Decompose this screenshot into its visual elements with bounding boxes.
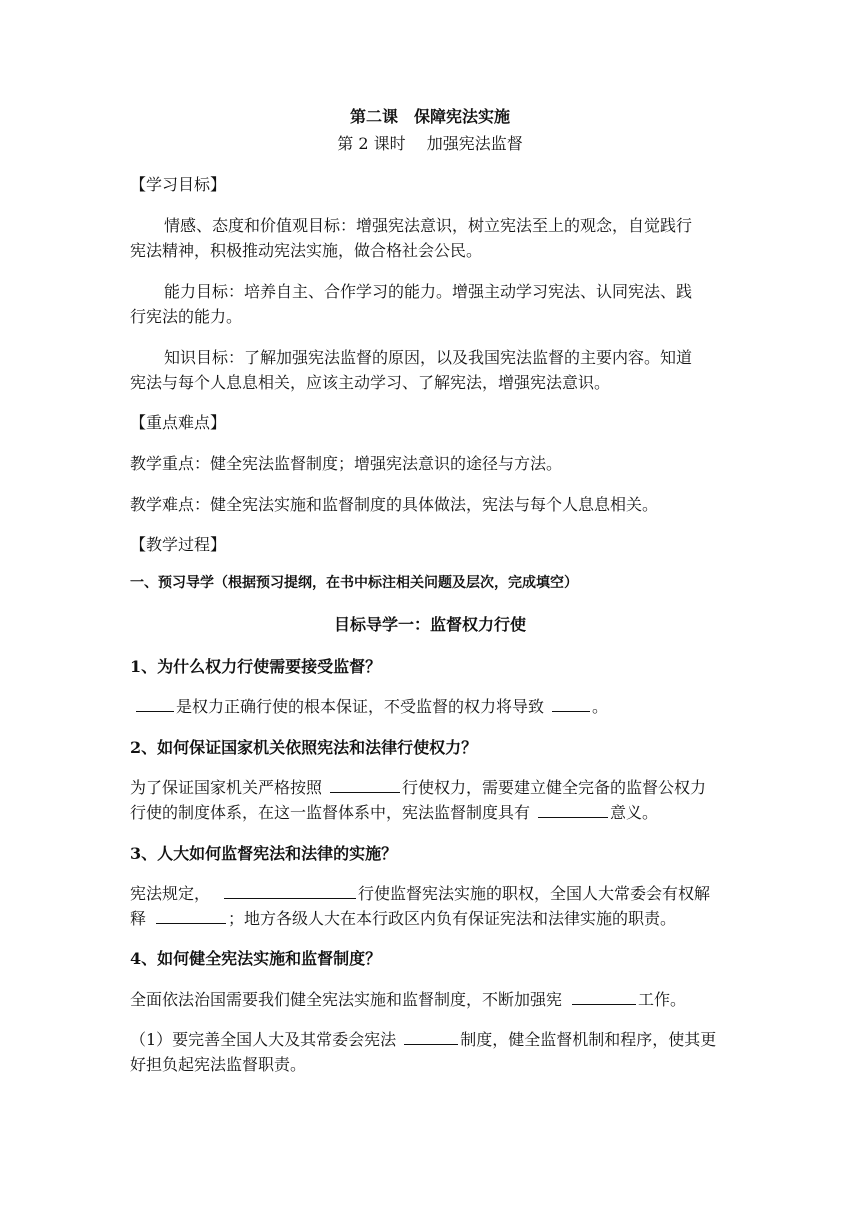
fill-blank[interactable] — [538, 803, 608, 818]
goal-ability-line1: 能力目标：培养自主、合作学习的能力。增强主动学习宪法、认同宪法、践 — [164, 282, 693, 301]
question-3-line1: 宪法规定， 行使监督宪法实施的职权，全国人大常委会有权解 — [130, 884, 711, 903]
preview-instruction: 一、预习导学（根据预习提纲，在书中标注相关问题及层次，完成填空） — [130, 575, 578, 591]
question-2-line1: 为了保证国家机关严格按照 行使权力，需要建立健全完备的监督公权力 — [130, 778, 707, 797]
question-4-line3: 好担负起宪法监督职责。 — [130, 1055, 307, 1074]
question-4-line1: 全面依法治国需要我们健全宪法实施和监督制度，不断加强宪 工作。 — [130, 990, 687, 1009]
fill-blank[interactable] — [404, 1030, 458, 1045]
goal-ability-line2: 行宪法的能力。 — [130, 307, 243, 326]
question-2-line2: 行使的制度体系，在这一监督体系中，宪法监督制度具有 意义。 — [130, 803, 659, 822]
learning-goals-heading: 【学习目标】 — [130, 175, 227, 194]
question-3-line2: 释 ；地方各级人大在本行政区内负有保证宪法和法律实施的职责。 — [130, 909, 677, 928]
question-4: 4、如何健全宪法实施和监督制度？ — [130, 949, 382, 968]
question-2: 2、如何保证国家机关依照宪法和法律行使权力？ — [130, 738, 478, 757]
fill-blank[interactable] — [156, 909, 226, 924]
fill-blank[interactable] — [136, 697, 174, 712]
goal-emotion-line1: 情感、态度和价值观目标：增强宪法意识，树立宪法至上的观念，自觉践行 — [164, 216, 693, 235]
goal-knowledge-line2: 宪法与每个人息息相关，应该主动学习、了解宪法，增强宪法意识。 — [130, 373, 611, 392]
question-3: 3、人大如何监督宪法和法律的实施？ — [130, 844, 398, 863]
lesson-title: 第二课 保障宪法实施 — [349, 107, 510, 126]
fill-blank[interactable] — [330, 778, 400, 793]
lesson-subtitle: 第 2 课时 加强宪法监督 — [337, 134, 523, 153]
key-points-heading: 【重点难点】 — [130, 413, 227, 432]
goal-emotion-line2: 宪法精神，积极推动宪法实施，做合格社会公民。 — [130, 241, 483, 260]
process-heading: 【教学过程】 — [130, 535, 227, 554]
question-4-line2: （1）要完善全国人大及其常委会宪法 制度，健全监督机制和程序，使其更 — [130, 1030, 717, 1049]
question-1: 1、为什么权力行使需要接受监督？ — [130, 657, 382, 676]
fill-blank[interactable] — [224, 884, 356, 899]
question-1-answer: 是权力正确行使的根本保证，不受监督的权力将导致 。 — [134, 694, 608, 717]
goal-guide-one: 目标导学一：监督权力行使 — [333, 615, 526, 634]
fill-blank[interactable] — [572, 990, 636, 1005]
teaching-key-point: 教学重点：健全宪法监督制度；增强宪法意识的途径与方法。 — [130, 454, 563, 473]
fill-blank[interactable] — [552, 697, 590, 712]
teaching-difficult-point: 教学难点：健全宪法实施和监督制度的具体做法，宪法与每个人息息相关。 — [130, 495, 659, 514]
goal-knowledge-line1: 知识目标：了解加强宪法监督的原因，以及我国宪法监督的主要内容。知道 — [164, 348, 693, 367]
